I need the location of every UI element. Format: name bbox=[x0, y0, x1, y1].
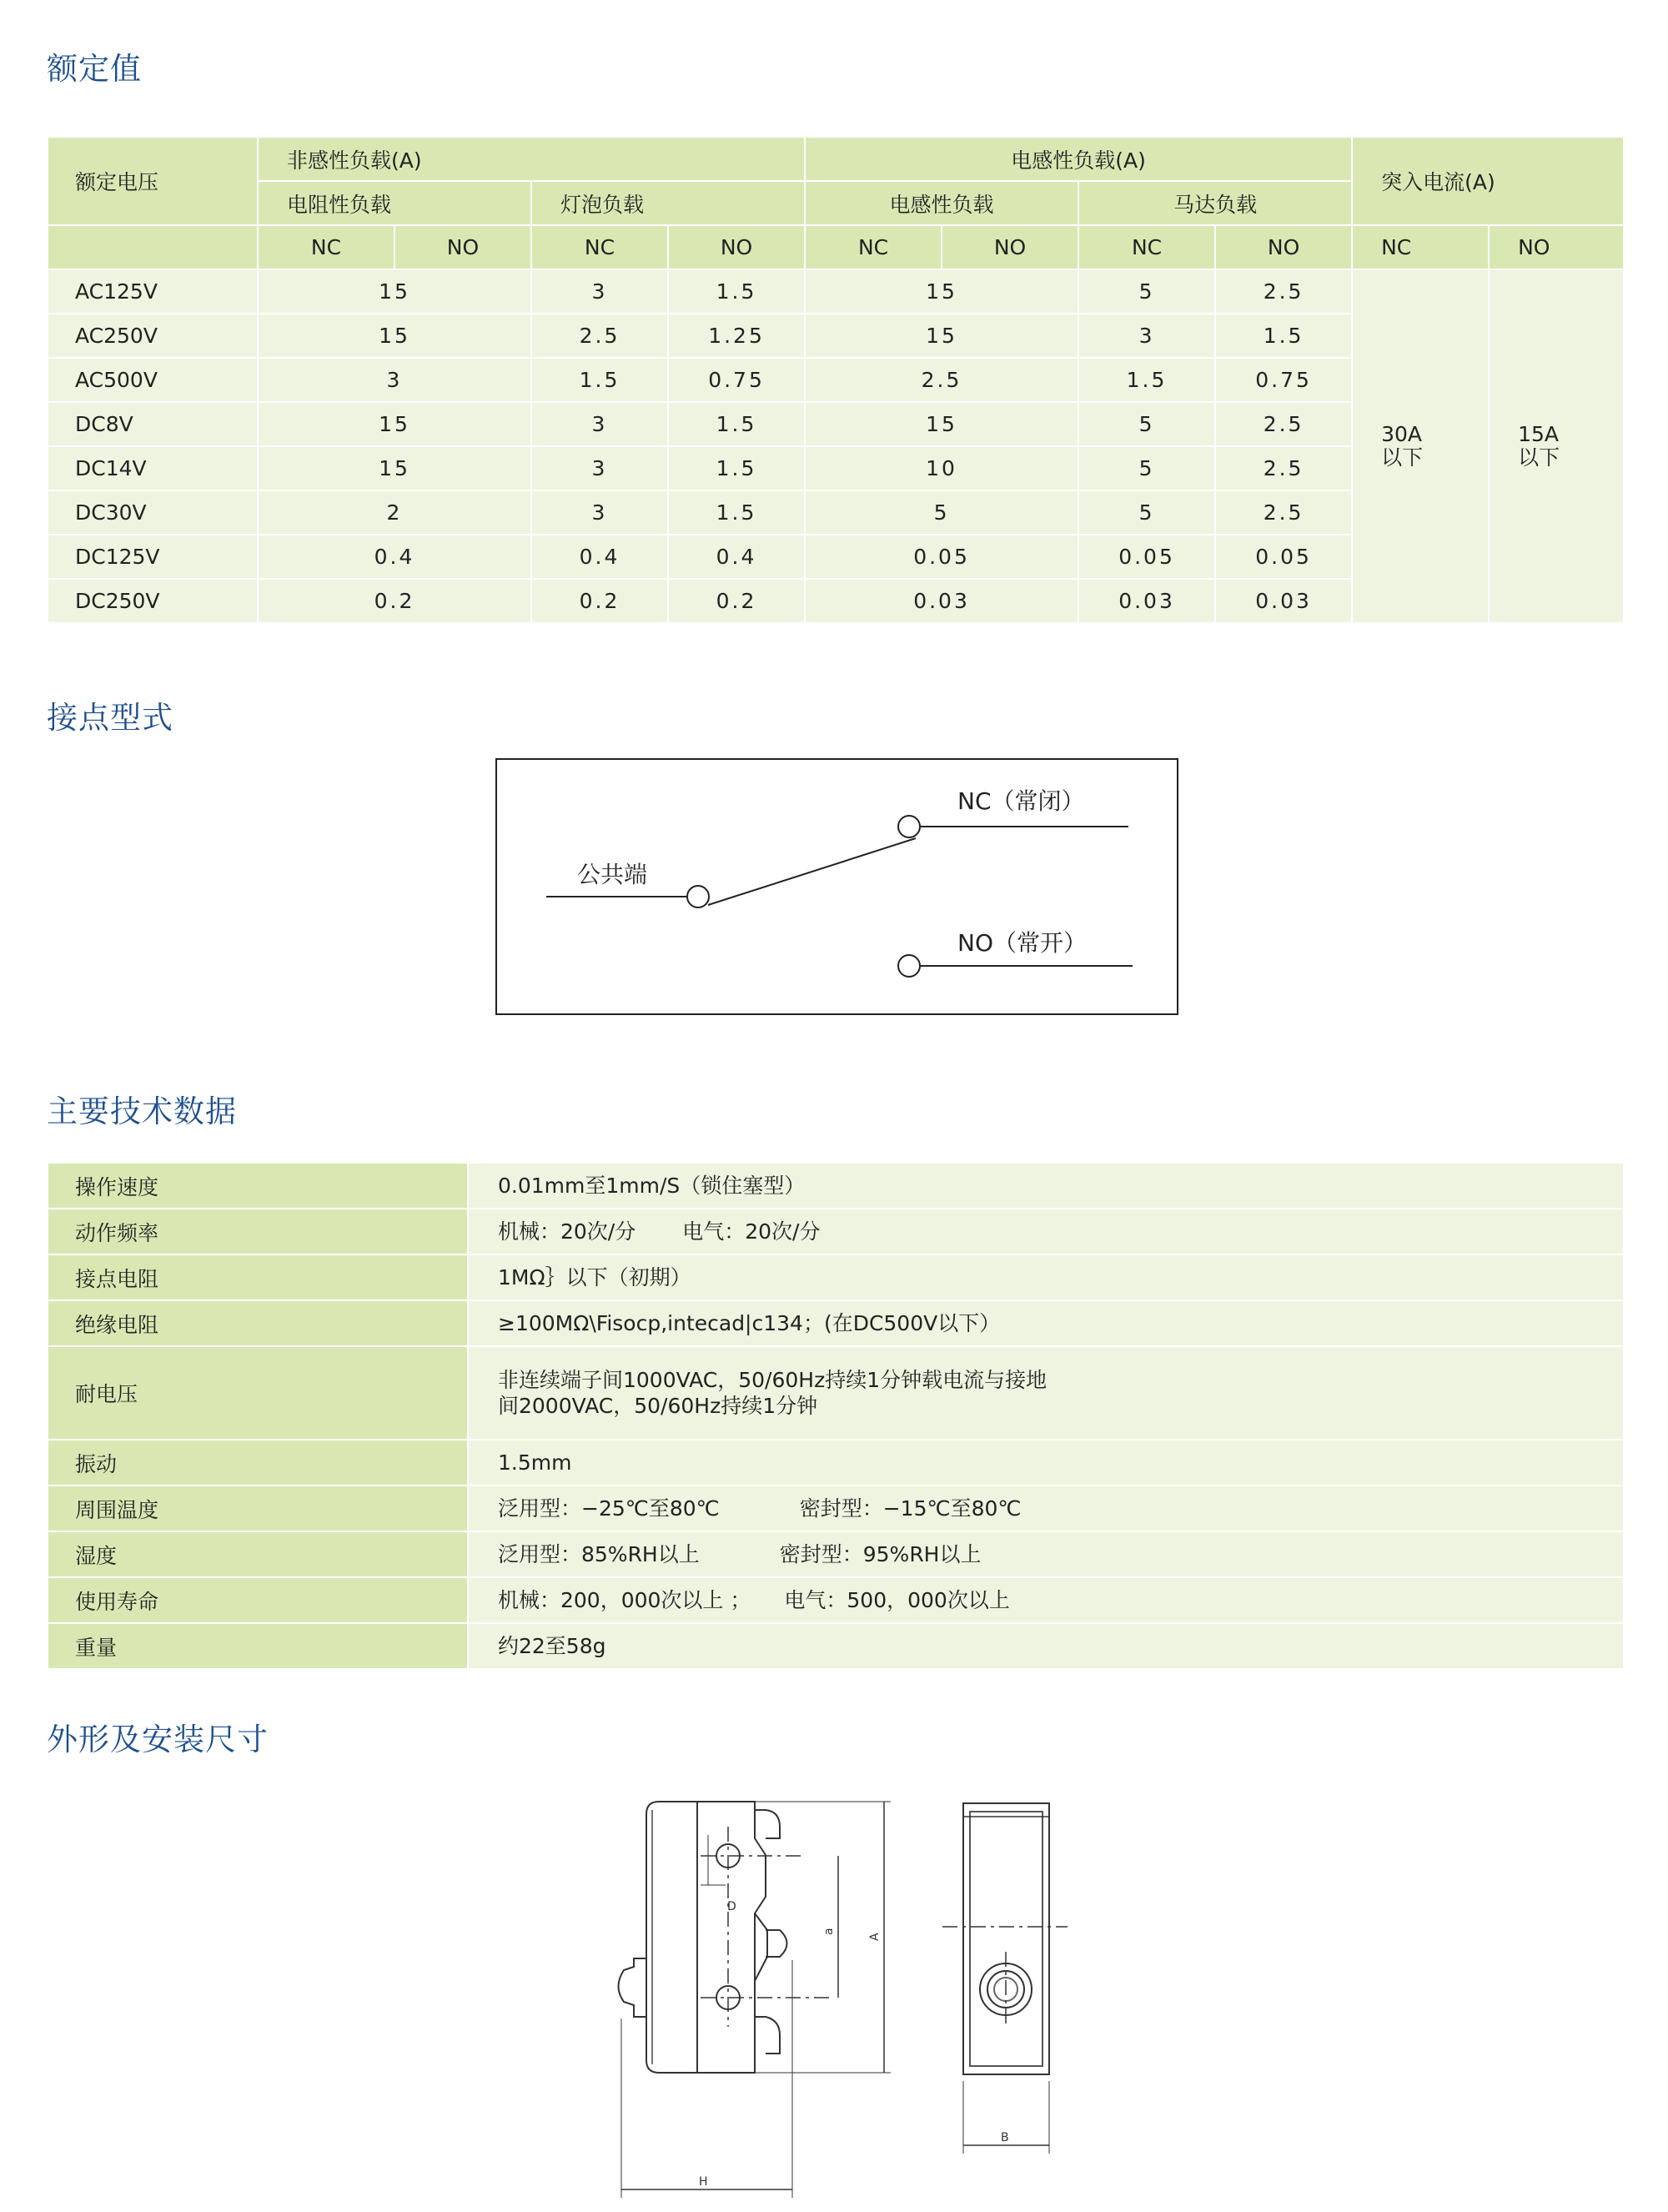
cell-motor-nc: 5 bbox=[1078, 269, 1215, 314]
spec-value-part: 密封型：−15℃至80℃ bbox=[799, 1496, 1022, 1521]
spec-key: 绝缘电阻 bbox=[48, 1300, 468, 1346]
spec-value: ≥100MΩ\Fisocp,intecad|c134；(在DC500V以下） bbox=[468, 1300, 1624, 1346]
cell-resistive: 15 bbox=[258, 402, 531, 446]
header-resistive: 电阻性负载 bbox=[258, 181, 531, 225]
cell-lamp-no: 0.4 bbox=[668, 535, 805, 579]
cell-motor-nc: 0.03 bbox=[1078, 579, 1215, 623]
row-voltage: AC125V bbox=[48, 269, 258, 314]
inrush-nc-text: 30A 以下 bbox=[1381, 422, 1424, 470]
spec-value: 0.01mm至1mm/S（锁住塞型） bbox=[468, 1163, 1624, 1209]
spec-value-line: 间2000VAC，50/60Hz持续1分钟 bbox=[498, 1394, 818, 1418]
cell-inductive: 0.05 bbox=[805, 535, 1078, 579]
spec-key: 重量 bbox=[48, 1623, 468, 1669]
cell-lamp-no: 0.75 bbox=[668, 358, 805, 402]
cell-inductive: 0.03 bbox=[805, 579, 1078, 623]
spec-key: 使用寿命 bbox=[48, 1577, 468, 1623]
dim-label-B: B bbox=[1001, 2131, 1009, 2144]
inrush-no-text: 15A 以下 bbox=[1518, 422, 1560, 470]
cell-motor-no: 2.5 bbox=[1215, 269, 1352, 314]
header-inductive-load: 电感性负载 bbox=[805, 181, 1078, 225]
cell-lamp-nc: 3 bbox=[531, 446, 668, 490]
header-voltage: 额定电压 bbox=[48, 137, 258, 225]
spec-value-part: 电气：500，000次以上 bbox=[784, 1588, 1010, 1612]
row-voltage: DC8V bbox=[48, 402, 258, 446]
header-nc: NC bbox=[1352, 225, 1489, 269]
cell-motor-no: 2.5 bbox=[1215, 446, 1352, 490]
cell-lamp-no: 1.5 bbox=[668, 269, 805, 314]
specs-table bbox=[47, 1162, 1625, 1670]
header-nc: NC bbox=[258, 225, 394, 269]
cell-motor-no: 0.03 bbox=[1215, 579, 1352, 623]
cell-resistive: 0.2 bbox=[258, 579, 531, 623]
dimension-drawing bbox=[0, 1752, 1668, 2212]
row-voltage: DC125V bbox=[48, 535, 258, 579]
spec-value bbox=[468, 1486, 1624, 1531]
cell-lamp-nc: 3 bbox=[531, 402, 668, 446]
cell-inductive: 15 bbox=[805, 269, 1078, 314]
cell-motor-no: 1.5 bbox=[1215, 314, 1352, 358]
cell-lamp-no: 1.5 bbox=[668, 402, 805, 446]
spec-value-part: 泛用型：−25℃至80℃ bbox=[498, 1496, 720, 1521]
plunger-bottom bbox=[755, 2017, 780, 2054]
cell-lamp-nc: 1.5 bbox=[531, 358, 668, 402]
switch-body-outline bbox=[646, 1802, 766, 2073]
header-noninductive: 非感性负载(A) bbox=[258, 137, 805, 181]
cell-resistive: 15 bbox=[258, 446, 531, 490]
contact-diagram bbox=[0, 0, 1668, 1084]
header-no: NO bbox=[668, 225, 805, 269]
cell-resistive: 2 bbox=[258, 490, 531, 535]
header-no: NO bbox=[942, 225, 1078, 269]
row-voltage: AC250V bbox=[48, 314, 258, 358]
plunger-top bbox=[755, 1810, 780, 1838]
front-view-outline bbox=[963, 1803, 1049, 2074]
cell-motor-nc: 5 bbox=[1078, 402, 1215, 446]
cell-inductive: 15 bbox=[805, 314, 1078, 358]
cell-motor-nc: 0.05 bbox=[1078, 535, 1215, 579]
header-motor: 马达负载 bbox=[1078, 181, 1352, 225]
row-voltage: AC500V bbox=[48, 358, 258, 402]
header-no: NO bbox=[1215, 225, 1352, 269]
row-voltage: DC14V bbox=[48, 446, 258, 490]
plunger-mid bbox=[766, 1930, 787, 1957]
header-nc: NC bbox=[805, 225, 942, 269]
spec-value bbox=[468, 1346, 1624, 1440]
nc-terminal bbox=[898, 816, 920, 837]
cell-motor-nc: 5 bbox=[1078, 446, 1215, 490]
spec-value bbox=[468, 1577, 1624, 1623]
no-terminal bbox=[898, 955, 920, 977]
nc-label: NC（常闭） bbox=[957, 787, 1085, 815]
cell-motor-nc: 5 bbox=[1078, 490, 1215, 535]
cell-inductive: 15 bbox=[805, 402, 1078, 446]
section-title-dims: 外形及安装尺寸 bbox=[47, 1722, 269, 1757]
spec-value-part: 电气：20次/分 bbox=[682, 1219, 821, 1244]
spec-value: 1.5mm bbox=[468, 1440, 1624, 1486]
dim-label-H: H bbox=[699, 2175, 708, 2189]
cell-motor-nc: 1.5 bbox=[1078, 358, 1215, 402]
cell-motor-no: 2.5 bbox=[1215, 490, 1352, 535]
actuator-button bbox=[619, 1958, 647, 2017]
header-nc: NC bbox=[531, 225, 668, 269]
cell-lamp-nc: 3 bbox=[531, 269, 668, 314]
cell-lamp-no: 1.5 bbox=[668, 446, 805, 490]
cell-resistive: 0.4 bbox=[258, 535, 531, 579]
spec-key: 耐电压 bbox=[48, 1346, 468, 1440]
header-no: NO bbox=[1489, 225, 1624, 269]
cell-lamp-nc: 3 bbox=[531, 490, 668, 535]
cell-inductive: 10 bbox=[805, 446, 1078, 490]
spec-value bbox=[468, 1209, 1624, 1254]
row-voltage: DC30V bbox=[48, 490, 258, 535]
dim-label-A: A bbox=[868, 1933, 882, 1941]
cell-resistive: 15 bbox=[258, 314, 531, 358]
cell-motor-no: 0.75 bbox=[1215, 358, 1352, 402]
header-inrush: 突入电流(A) bbox=[1352, 137, 1624, 225]
cell-lamp-no: 0.2 bbox=[668, 579, 805, 623]
cell-resistive: 15 bbox=[258, 269, 531, 314]
spec-value-part: 密封型：95%RH以上 bbox=[779, 1542, 982, 1566]
section-title-ratings: 额定值 bbox=[47, 51, 142, 87]
spec-key: 振动 bbox=[48, 1440, 468, 1486]
header-no: NO bbox=[394, 225, 531, 269]
section-title-contact: 接点型式 bbox=[47, 700, 173, 736]
spec-value-part: 机械：200，000次以上 ； bbox=[498, 1588, 751, 1612]
body-step bbox=[755, 1913, 767, 2073]
common-terminal bbox=[687, 886, 709, 907]
dim-label-d: D bbox=[727, 1900, 736, 1913]
spec-key: 接点电阻 bbox=[48, 1254, 468, 1300]
cell-motor-no: 2.5 bbox=[1215, 402, 1352, 446]
spec-value-part: 泛用型：85%RH以上 bbox=[498, 1542, 700, 1566]
spec-key: 周围温度 bbox=[48, 1486, 468, 1531]
common-label: 公共端 bbox=[577, 861, 648, 888]
spec-value-line: 非连续端子间1000VAC，50/60Hz持续1分钟载电流与接地 bbox=[498, 1368, 1048, 1392]
spec-value: 约22至58g bbox=[468, 1623, 1624, 1669]
cell-resistive: 3 bbox=[258, 358, 531, 402]
header-inductive: 电感性负载(A) bbox=[805, 137, 1352, 181]
cell-motor-nc: 3 bbox=[1078, 314, 1215, 358]
no-label: NO（常开） bbox=[957, 929, 1087, 957]
spec-key: 湿度 bbox=[48, 1531, 468, 1577]
cell-lamp-nc: 0.4 bbox=[531, 535, 668, 579]
spec-value bbox=[468, 1531, 1624, 1577]
cell-lamp-nc: 2.5 bbox=[531, 314, 668, 358]
dim-label-a: a bbox=[822, 1928, 836, 1935]
header-lamp: 灯泡负载 bbox=[531, 181, 805, 225]
spec-key: 操作速度 bbox=[48, 1163, 468, 1209]
spec-value: 1MΩ｝以下（初期） bbox=[468, 1254, 1624, 1300]
section-title-specs: 主要技术数据 bbox=[47, 1093, 237, 1129]
cell-motor-no: 0.05 bbox=[1215, 535, 1352, 579]
spec-value-part: 机械：20次/分 bbox=[498, 1219, 636, 1244]
header-nc: NC bbox=[1078, 225, 1215, 269]
cell-inductive: 2.5 bbox=[805, 358, 1078, 402]
row-voltage: DC250V bbox=[48, 579, 258, 623]
spec-key: 动作频率 bbox=[48, 1209, 468, 1254]
cell-lamp-no: 1.25 bbox=[668, 314, 805, 358]
cell-inductive: 5 bbox=[805, 490, 1078, 535]
cell-lamp-no: 1.5 bbox=[668, 490, 805, 535]
cell-lamp-nc: 0.2 bbox=[531, 579, 668, 623]
